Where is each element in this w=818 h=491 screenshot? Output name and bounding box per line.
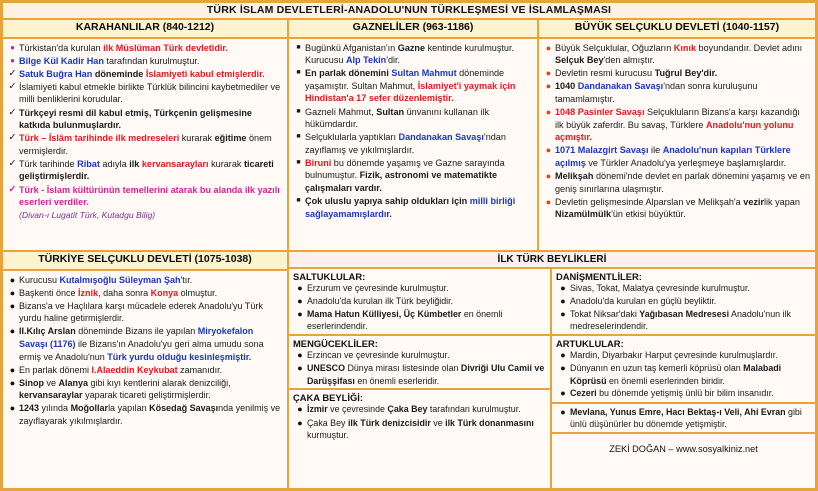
list-item <box>292 157 532 195</box>
section-buyuk-selcuklu <box>539 20 815 250</box>
list-item-text: Anadolu'da kurulan ilk Türk beyliğidir. <box>307 296 454 307</box>
list-item <box>6 158 282 183</box>
bullet-marker-icon: ● <box>560 406 566 417</box>
bullet-marker-icon: ✓ <box>8 157 17 169</box>
list-item-text: 1243 yılında Moğollarla yapılan Kösedağ Savaşında yenilmiş ve zayıflayarak yıkılmışlardır. <box>19 403 281 427</box>
bullet-marker-icon: ● <box>560 363 566 374</box>
bullet-marker-icon: ● <box>545 42 552 53</box>
bullet-marker-icon: ● <box>9 364 16 375</box>
list-item-text: Dünyanın en uzun taş kemerli köprüsü olan Malabadi Köprüsü en önemli eserlerinden biridir. <box>570 363 782 386</box>
bullet-marker-icon: ● <box>9 377 16 388</box>
list-item-text: Anadolu'da kurulan en güçlü beyliktir. <box>570 296 717 307</box>
bullet-marker-icon: ● <box>297 283 303 293</box>
list-item-text: Erzincan ve çevresinde kurulmuştur. <box>307 350 450 361</box>
bullet-marker-icon: ● <box>560 350 566 361</box>
section-karahanlilar <box>3 20 289 250</box>
bullet-marker-icon: ● <box>297 417 303 428</box>
list-item-text: Türk – İslâm tarihinde ilk medreseleri kurarak eğitime önem vermişlerdir. <box>19 133 272 156</box>
section-turkiye-selcuklu <box>3 252 289 488</box>
section-body-buyuk-selcuklu <box>539 39 815 250</box>
list-item <box>293 308 545 333</box>
section-title-buyuk-selcuklu: BÜYÜK SELÇUKLU DEVLETİ (1040-1157) <box>539 20 815 39</box>
list-item-text: Tokat Niksar'daki Yağıbasan Medresesi Anadolu'nun ilk medreselerindendir. <box>570 309 791 332</box>
bullet-marker-icon: ● <box>297 296 303 307</box>
section-title-turkiye-selcuklu: TÜRKİYE SELÇUKLU DEVLETİ (1075-1038) <box>3 252 287 271</box>
list-item <box>556 406 810 431</box>
beylik-block <box>289 336 550 390</box>
list-item-text: Erzurum ve çevresinde kurulmuştur. <box>307 283 449 293</box>
list-item <box>556 362 810 387</box>
bullet-marker-icon: ✓ <box>8 67 17 79</box>
bullet-marker-icon: ● <box>9 287 16 298</box>
bullet-marker-icon: ✓ <box>8 132 17 144</box>
list-turkiye-selcuklu <box>6 274 282 428</box>
bullet-marker-icon: ■ <box>296 43 301 51</box>
list-item <box>6 107 282 132</box>
list-item <box>292 42 532 67</box>
beylik-list <box>556 406 810 431</box>
list-item-text: UNESCO Dünya mirası listesinde olan Divriği Ulu Camii ve Darüşşifası en önemli eserleridir. <box>307 363 545 386</box>
list-item-text: Türk tarihinde Ribat adıyla ilk kervansarayları kurarak ticareti geliştirmişlerdir. <box>19 158 274 182</box>
bottom-band <box>3 252 815 488</box>
list-item-text: Sivas, Tokat, Malatya çevresinde kurulmuştur. <box>570 283 750 293</box>
beylik-column-right <box>552 269 815 488</box>
list-item-text: İslamiyeti kabul etmekle birlikte Türklük bilincini kaybetmediler ve milli benliklerini korudular. <box>19 81 281 105</box>
list-item <box>6 377 282 402</box>
list-item <box>292 106 532 131</box>
bullet-marker-icon: ● <box>9 300 16 311</box>
list-item-text: Mardin, Diyarbakır Harput çevresinde kurulmuşlardır. <box>570 350 778 361</box>
bullet-marker-icon: ● <box>545 81 552 92</box>
list-item <box>556 308 810 333</box>
list-item-text: Satuk Buğra Han döneminde İslamiyeti kabul etmişlerdir. <box>19 68 265 79</box>
beylik-block <box>289 269 550 336</box>
list-item <box>542 67 810 80</box>
list-item <box>292 131 532 156</box>
list-item <box>542 106 810 144</box>
list-item-text: Gazneli Mahmut, Sultan ünvanını kullanan ilk hükümdardır. <box>305 106 489 130</box>
list-item <box>556 349 810 362</box>
beylik-list <box>556 349 810 400</box>
list-item <box>556 387 810 400</box>
list-item-text: Mama Hatun Külliyesi, Üç Kümbetler en önemli eserlerindendir. <box>307 309 503 332</box>
list-item <box>6 68 282 81</box>
bullet-marker-icon: ■ <box>296 133 301 141</box>
list-item-text: Bilge Kül Kadir Han tarafından kurulmuştur. <box>19 55 200 66</box>
bullet-marker-icon: ● <box>560 283 566 293</box>
list-item-text: Türk - İslam kültürünün temellerini atarak bu alanda ilk yazılı eserleri verdiler. <box>19 184 280 208</box>
beylik-list <box>556 282 810 333</box>
bullet-marker-icon: ✓ <box>8 183 17 195</box>
list-item-text: Devletin gelişmesinde Alparslan ve Melikşah'a vezirlik yapan Nizamülmülk'ün etkisi büyüktür. <box>555 196 800 220</box>
list-item <box>292 67 532 105</box>
bullet-marker-icon: ✓ <box>8 106 17 118</box>
bullet-marker-icon: ● <box>545 196 552 207</box>
bullet-marker-icon: ● <box>9 403 16 414</box>
bullet-marker-icon: ● <box>545 145 552 156</box>
list-item-text: 1048 Pasinler Savaşı Selçukluların Bizans'a karşı kazandığı ilk büyük zaferdir. Bu savaş, Türklere Anadolu'nun yolunu açmıştır. <box>555 107 800 143</box>
bullet-marker-icon: ● <box>560 388 566 399</box>
list-item <box>6 402 282 427</box>
list-item-text: Türkçeyi resmi dil kabul etmiş, Türkçenin gelişmesine katkıda bulunmuşlardır. <box>19 107 252 131</box>
list-item <box>6 184 282 209</box>
list-item-text: Büyük Selçuklular, Oğuzların Kınık boyundandır. Devlet adını Selçuk Bey'den almıştır. <box>555 42 803 66</box>
list-item <box>293 403 545 416</box>
bullet-marker-icon: ● <box>560 309 566 320</box>
section-title-gazneliler: GAZNELİLER (963-1186) <box>289 20 537 39</box>
bullet-marker-icon: ● <box>10 42 15 52</box>
list-item-text: Türkistan'da kurulan ilk Müslüman Türk devletidir. <box>19 42 228 53</box>
list-item-text: Bugünkü Afganistan'ın Gazne kentinde kurulmuştur. Kurucusu Alp Tekin'dir. <box>305 42 515 66</box>
list-item-text: Kurucusu Kutalmışoğlu Süleyman Şah'tır. <box>19 274 193 285</box>
bullet-marker-icon <box>6 209 19 222</box>
bullet-marker-icon: ● <box>9 274 16 285</box>
list-item-text: (Divan-ı Lugatit Türk, Kutadgu Bilig) <box>19 210 156 221</box>
beylik-list <box>293 403 545 441</box>
list-item <box>293 295 545 308</box>
beylik-list <box>293 282 545 333</box>
list-item <box>542 170 810 195</box>
list-item-text: Çaka Bey ilk Türk denizcisidir ve ilk Türk donanmasını kurmuştur. <box>307 417 534 440</box>
bullet-marker-icon: ■ <box>296 197 301 205</box>
beylik-list <box>293 349 545 387</box>
beylik-name: DANİŞMENTLİLER: <box>556 271 642 282</box>
list-item-text: Çok uluslu yapıya sahip oldukları için milli birliği sağlayamamışlardır. <box>305 196 516 219</box>
list-item-text: 1071 Malazgirt Savaşı ile Anadolu'nun kapıları Türklere açılmış ve Türkler Anadolu'ya yerleşmeye başlamışlardır. <box>555 145 791 168</box>
beylik-block <box>552 336 815 403</box>
list-item <box>556 295 810 308</box>
section-ilk-turk-beylikleri <box>289 252 815 488</box>
list-item <box>292 195 532 220</box>
beylik-block <box>552 269 815 336</box>
bullet-marker-icon: ■ <box>296 107 301 115</box>
section-title-ilk-turk-beylikleri: İLK TÜRK BEYLİKLERİ <box>289 252 815 269</box>
list-item <box>542 144 810 169</box>
list-buyuk-selcuklu <box>542 42 810 221</box>
bullet-marker-icon: ● <box>297 363 303 374</box>
list-item <box>542 80 810 105</box>
section-gazneliler <box>289 20 539 250</box>
section-body-turkiye-selcuklu <box>3 271 287 488</box>
list-item <box>6 364 282 377</box>
list-item-text: Devletin resmi kurucusu Tuğrul Bey'dir. <box>555 68 718 79</box>
list-item <box>293 362 545 387</box>
bullet-marker-icon: ✓ <box>8 80 17 92</box>
top-band <box>3 20 815 252</box>
beylik-column-left <box>289 269 552 488</box>
list-item <box>556 282 810 295</box>
list-item-text: Başkenti önce İznik, daha sonra Konya olmuştur. <box>19 287 218 298</box>
beylik-name: MENGÜCEKLİLER: <box>293 338 378 350</box>
beylik-block <box>552 404 815 434</box>
beylik-name: ARTUKLULAR: <box>556 338 624 350</box>
credit-line: ZEKİ DOĞAN – www.sosyalkiniz.net <box>609 443 758 454</box>
bullet-marker-icon: ● <box>560 296 566 307</box>
section-body-karahanlilar <box>3 39 287 250</box>
section-title-karahanlilar: KARAHANLILAR (840-1212) <box>3 20 287 39</box>
list-item <box>542 196 810 221</box>
bullet-marker-icon: ● <box>9 326 16 337</box>
bullet-marker-icon: ● <box>10 55 15 65</box>
list-item <box>6 55 282 68</box>
list-item <box>6 132 282 157</box>
list-item-text: En parlak dönemi I.Alaeddin Keykubat zamanıdır. <box>19 364 223 375</box>
list-item <box>6 81 282 106</box>
list-item <box>293 349 545 362</box>
beylik-name: ÇAKA BEYLİĞİ: <box>293 392 363 404</box>
list-item-text: Melikşah dönemi'nde devlet en parlak dönemini yaşamış ve en geniş sınırlarına ulaşmıştır. <box>555 170 810 194</box>
list-item-text: 1040 Dandanakan Savaşı'ndan sonra kuruluşunu tamamlamıştır. <box>555 81 758 104</box>
beylik-name: SALTUKLULAR: <box>293 271 366 282</box>
list-item <box>293 282 545 295</box>
list-gazneliler <box>292 42 532 221</box>
list-item-text: Bizans'a ve Haçlılara karşı mücadele ederek Anadolu'yu Türk yurdu haline getirmişlerdir. <box>19 300 263 324</box>
list-item-text: Sinop ve Alanya gibi kıyı kentlerini alarak denizciliği, kervansaraylar yaparak ticareti geliştirmişlerdir. <box>19 377 231 401</box>
list-item-text: Mevlana, Yunus Emre, Hacı Bektaş-ı Veli, Ahi Evran gibi ünlü düşünürler bu dönemde yetişmiştir. <box>570 406 802 429</box>
section-body-gazneliler <box>289 39 537 250</box>
list-item <box>6 209 282 222</box>
bullet-marker-icon: ● <box>297 309 303 320</box>
list-item <box>6 325 282 363</box>
list-item-text: Selçuklularla yaptıkları Dandanakan Savaşı'ndan zayıflamış ve yıkılmışlardır. <box>305 132 506 155</box>
list-item <box>6 287 282 300</box>
bullet-marker-icon: ● <box>297 350 303 361</box>
list-item-text: Biruni bu dönemde yaşamış ve Gazne sarayında bulnumuştur. Fizik, astronomi ve matematikte çalışmaları vardır. <box>305 157 505 194</box>
bullet-marker-icon: ● <box>297 404 303 415</box>
list-item <box>293 417 545 442</box>
list-item <box>6 300 282 325</box>
bullet-marker-icon: ■ <box>296 69 301 77</box>
list-item-text: II.Kılıç Arslan döneminde Bizans ile yapılan Miryokefalon Savaşı (1176) ile Bizans'ın Anadolu'yu geri alma umudu sona ermiş ve Anadolu'nun Türk yurdu olduğu kesinleşmiştir. <box>19 326 264 362</box>
bullet-marker-icon: ■ <box>296 158 301 166</box>
list-karahanlilar <box>6 42 282 222</box>
bullet-marker-icon: ● <box>545 68 552 79</box>
bullet-marker-icon: ● <box>545 170 552 181</box>
list-item-text: Cezeri bu dönemde yetişmiş ünlü bir bilim insanıdır. <box>570 388 774 399</box>
page-title: TÜRK İSLAM DEVLETLERİ-ANADOLU'NUN TÜRKLEŞMESİ VE İSLAMLAŞMASI <box>3 3 815 20</box>
bullet-marker-icon: ● <box>545 107 552 118</box>
list-item-text: En parlak dönemini Sultan Mahmut döneminde yaşamıştır. Sultan Mahmut, İslamiyet'i yaymak için Hindistan'a 17 sefer düzenlemiştir. <box>305 68 516 104</box>
list-item <box>542 42 810 67</box>
beylik-block <box>289 390 550 442</box>
list-item-text: İzmir ve çevresinde Çaka Bey tarafından kurulmuştur. <box>307 404 521 415</box>
list-item <box>6 274 282 287</box>
list-item <box>6 42 282 55</box>
beylik-columns <box>289 269 815 488</box>
